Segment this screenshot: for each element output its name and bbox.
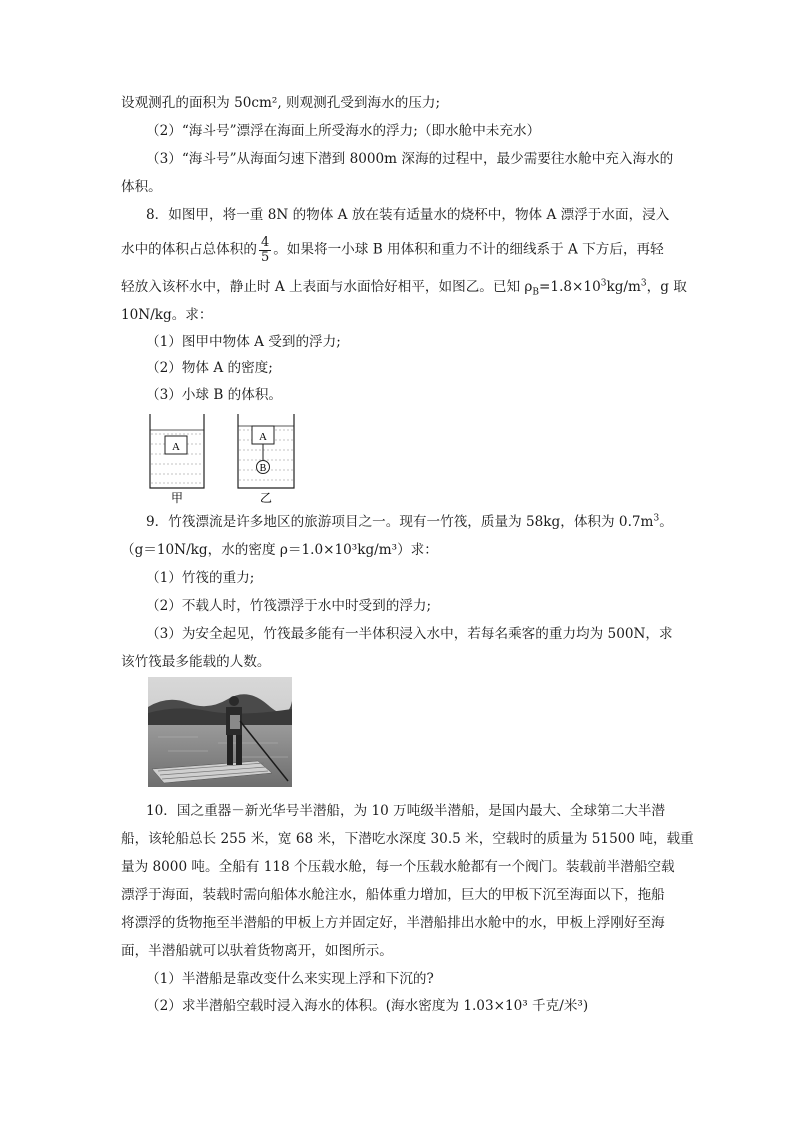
fraction: $\frac{4}{5}$ <box>260 235 270 265</box>
sub-question: 该竹筏最多能载的人数。 <box>121 654 271 670</box>
question-10-line: 10．国之重器－新光华号半潜船，为 10 万吨级半潜船，是国内最大、全球第二大半潜 <box>146 803 666 819</box>
sub-question: （1）竹筏的重力; <box>146 570 255 586</box>
sub-question: （1）半潜船是靠改变什么来实现上浮和下沉的? <box>146 971 434 987</box>
sub-question: （3）小球 B 的体积。 <box>146 387 283 403</box>
sub-question: （2）物体 A 的密度; <box>146 360 273 376</box>
text-line: 体积。 <box>121 179 162 195</box>
question-8-line: 轻放入该杯水中，静止时 A 上表面与水面恰好相平，如图乙。已知 $\rho_B=1.8\times 10^3kg/m^3$，g 取 <box>121 278 687 298</box>
sub-question: （2）求半潜船空载时浸入海水的体积。(海水密度为 1.03×10³ 千克/米³) <box>146 998 589 1014</box>
text-line: （2）“海斗号”漂浮在海面上所受海水的浮力;（即水舱中未充水） <box>146 123 541 139</box>
question-8-line: 水中的体积占总体积的 $\frac{4}{5}$ 。如果将一小球 B 用体积和重力不计的细线系于 A 下方后，再轻 <box>121 235 664 265</box>
question-8-line: 8．如图甲，将一重 8N 的物体 A 放在装有适量水的烧杯中，物体 A 漂浮于水面，浸入 <box>146 207 670 223</box>
label-yi: 乙 <box>259 491 273 505</box>
label-jia: 甲 <box>170 491 184 505</box>
sub-question: （1）图甲中物体 A 受到的浮力; <box>146 334 341 350</box>
question-10-line: 面，半潜船就可以驮着货物离开，如图所示。 <box>121 943 393 959</box>
question-9-line: （g＝10N/kg，水的密度 ρ＝1.0×10³kg/m³）求： <box>121 542 438 558</box>
question-10-line: 漂浮于海面，装载时需向船体水舱注水，船体重力增加，巨大的甲板下沉至海面以下，拖船 <box>121 887 665 903</box>
label-a-2: A <box>259 431 267 443</box>
question-9-line: 9．竹筏漂流是许多地区的旅游项目之一。现有一竹筏，质量为 58kg，体积为 $0.7m^3$。 <box>146 513 673 530</box>
question-8-line: 10N/kg。求： <box>121 307 213 323</box>
question-10-line: 将漂浮的货物拖至半潜船的甲板上方并固定好，半潜船排出水舱中的水，甲板上浮刚好至海 <box>121 915 665 931</box>
bamboo-raft-photo <box>148 677 292 787</box>
text-line: （3）“海斗号”从海面匀速下潜到 8000m 深海的过程中，最少需要往水舱中充入海水的 <box>146 151 674 167</box>
sub-question: （2）不载人时，竹筏漂浮于水中时受到的浮力; <box>146 598 432 614</box>
beaker-figure <box>146 410 306 505</box>
label-b: B <box>259 463 267 474</box>
sub-question: （3）为安全起见，竹筏最多能有一半体积浸入水中，若每名乘客的重力均为 500N，求 <box>146 626 673 642</box>
question-10-line: 船，该轮船总长 255 米，宽 68 米，下潜吃水深度 30.5 米，空载时的质量为 51500 吨，载重 <box>121 831 694 847</box>
label-a: A <box>172 441 180 453</box>
text-line: 设观测孔的面积为 50cm², 则观测孔受到海水的压力; <box>121 95 441 111</box>
question-10-line: 量为 8000 吨。全船有 118 个压载水舱，每一个压载水舱都有一个阀门。装载前半潜船空载 <box>121 859 675 875</box>
